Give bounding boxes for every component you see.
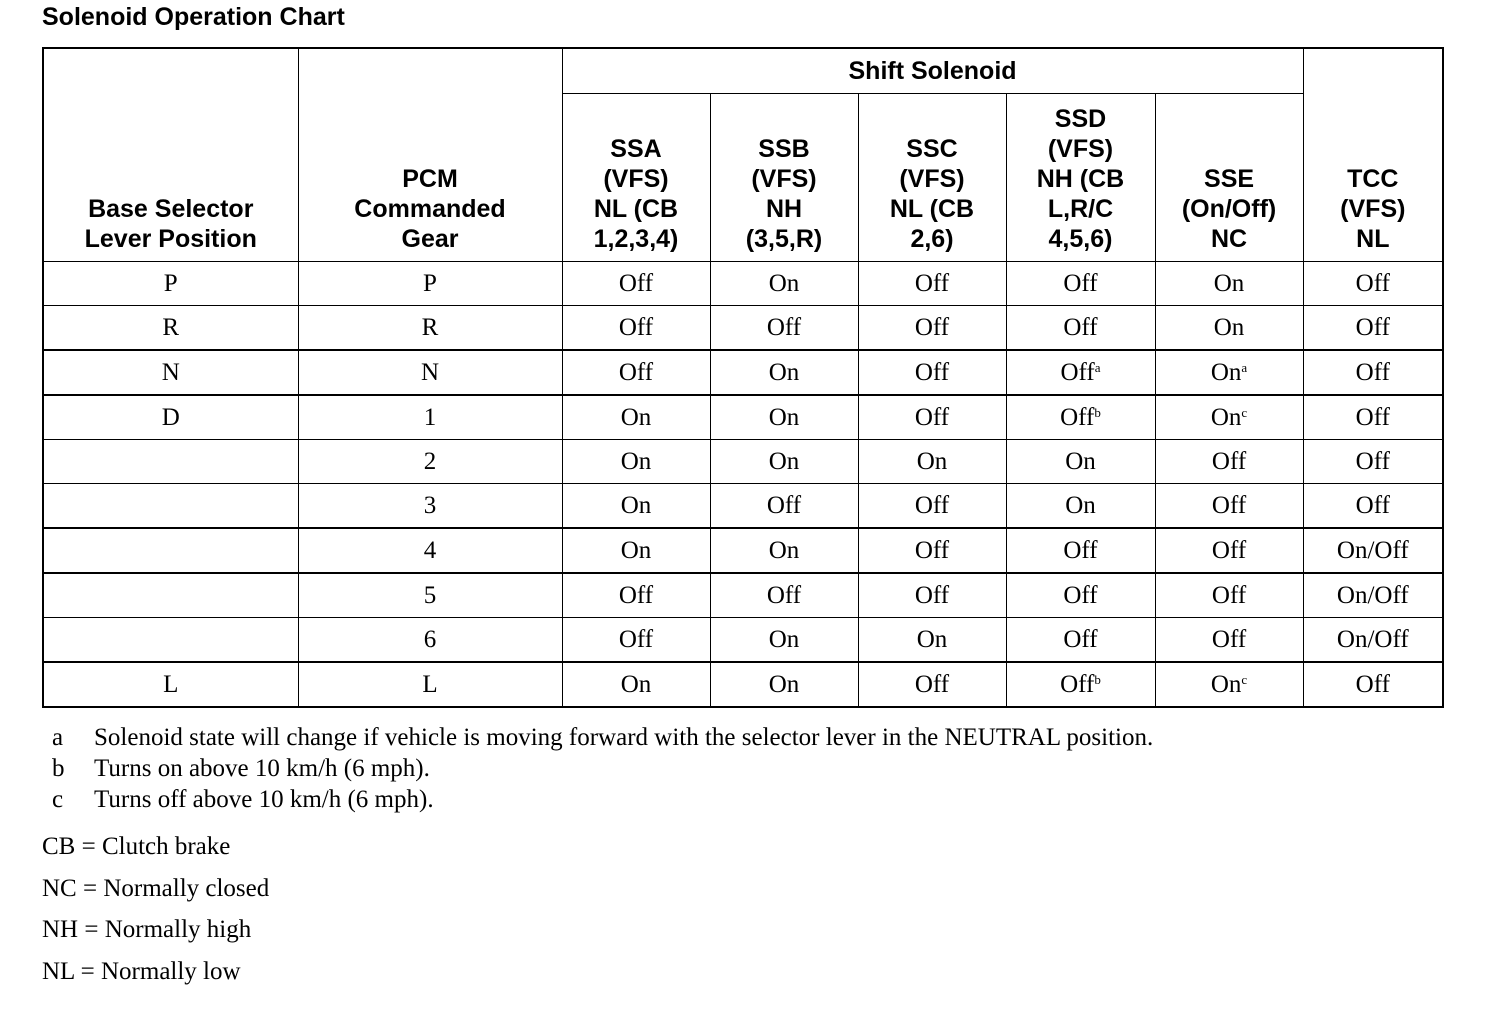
cell-value: Off — [1063, 536, 1098, 564]
tcc-cell — [1303, 395, 1443, 440]
ssd-cell — [1006, 573, 1155, 618]
ssa-cell — [562, 262, 710, 306]
ssc-cell — [858, 395, 1006, 440]
cell-value: 5 — [423, 581, 437, 609]
commanded-gear-cell — [298, 262, 562, 306]
header-line: Commanded — [354, 195, 506, 223]
ssa-cell — [562, 662, 710, 707]
header-ssa — [562, 94, 710, 262]
ssd-cell — [1006, 350, 1155, 395]
solenoid-operation-table — [42, 47, 1444, 708]
abbreviation-item: NC = Normally closed — [42, 874, 270, 902]
header-line: SSA — [610, 135, 662, 163]
ssd-cell — [1006, 662, 1155, 707]
cell-value: Off — [1211, 625, 1247, 653]
cell-value: L — [163, 670, 179, 698]
cell-value: On — [620, 403, 652, 431]
abbreviation-item: CB = Clutch brake — [42, 833, 231, 860]
footnote-item — [52, 753, 1153, 784]
footnote-marker: c — [1241, 404, 1248, 420]
ssb-cell — [710, 306, 858, 351]
cell-value: On — [1213, 313, 1245, 341]
cell-value: On — [768, 536, 800, 564]
cell-value: Off — [618, 313, 654, 341]
header-line: (VFS) — [1047, 135, 1114, 163]
cell-value: Off — [914, 670, 950, 698]
sse-cell — [1155, 262, 1303, 306]
ssc-cell — [858, 350, 1006, 395]
tcc-cell — [1303, 440, 1443, 484]
footnote-text: Turns off above 10 km/h (6 mph). — [94, 786, 434, 813]
ssa-cell — [562, 528, 710, 573]
header-shift-solenoid: Shift Solenoid — [562, 48, 1303, 94]
chart-title: Solenoid Operation Chart — [42, 3, 345, 31]
cell-value: Off — [766, 581, 802, 609]
header-ssc — [858, 94, 1006, 262]
footnote-key: a — [52, 724, 64, 751]
ssa-cell — [562, 618, 710, 663]
cell-value: On — [620, 536, 652, 564]
sse-cell — [1155, 395, 1303, 440]
cell-value: P — [423, 269, 437, 297]
ssb-cell — [710, 618, 858, 663]
ssd-cell — [1006, 618, 1155, 663]
ssd-cell — [1006, 306, 1155, 351]
ssa-cell — [562, 440, 710, 484]
tcc-cell — [1303, 306, 1443, 351]
sse-cell — [1155, 484, 1303, 529]
lever-position-cell — [43, 573, 298, 618]
cell-value: Off — [618, 358, 654, 386]
ssb-cell — [710, 262, 858, 306]
header-line: TCC — [1347, 165, 1399, 193]
header-pcm-gear — [298, 48, 562, 262]
ssb-cell — [710, 573, 858, 618]
lever-position-cell — [43, 395, 298, 440]
cell-value: 2 — [423, 447, 437, 475]
cell-value: Off — [1355, 491, 1390, 519]
ssb-cell — [710, 350, 858, 395]
sse-cell — [1155, 662, 1303, 707]
footnote-marker: a — [1241, 359, 1248, 375]
cell-value: Off — [618, 581, 654, 609]
cell-value: On/Off — [1336, 536, 1409, 564]
footnote-text: Turns on above 10 km/h (6 mph). — [94, 755, 430, 782]
table-row — [43, 306, 1443, 351]
header-line: (On/Off) — [1181, 195, 1277, 223]
cell-value: Off — [914, 491, 950, 519]
cell-value: On — [1213, 269, 1245, 297]
cell-value: On — [768, 358, 800, 386]
cell-value: Off — [914, 358, 950, 386]
cell-value: Off — [1060, 358, 1095, 386]
cell-value: Off — [1060, 403, 1095, 431]
cell-value: On — [620, 670, 652, 698]
ssb-cell — [710, 528, 858, 573]
header-line: (VFS) — [1340, 195, 1406, 223]
ssd-cell — [1006, 395, 1155, 440]
footnote-marker: c — [1241, 671, 1248, 687]
tcc-cell — [1303, 662, 1443, 707]
commanded-gear-cell — [298, 662, 562, 707]
cell-value: Off — [914, 581, 950, 609]
footnote-item — [52, 722, 1153, 753]
lever-position-cell — [43, 440, 298, 484]
table-row — [43, 350, 1443, 395]
sse-cell — [1155, 440, 1303, 484]
ssc-cell — [858, 440, 1006, 484]
lever-position-cell — [43, 618, 298, 663]
cell-value: Off — [766, 491, 802, 519]
ssb-cell — [710, 440, 858, 484]
ssa-cell — [562, 350, 710, 395]
tcc-cell — [1303, 350, 1443, 395]
commanded-gear-cell — [298, 440, 562, 484]
header-line: SSB — [758, 135, 810, 163]
header-line: NH — [765, 195, 803, 223]
lever-position-cell — [43, 350, 298, 395]
ssb-cell — [710, 662, 858, 707]
cell-value: On — [1210, 670, 1242, 698]
commanded-gear-cell — [298, 395, 562, 440]
header-line: PCM — [402, 165, 458, 193]
cell-value: Off — [1063, 581, 1098, 609]
cell-value: 3 — [423, 491, 437, 519]
cell-value: On — [1065, 491, 1096, 519]
cell-value: On — [1210, 403, 1242, 431]
ssd-cell — [1006, 484, 1155, 529]
lever-position-cell — [43, 528, 298, 573]
cell-value: Off — [618, 625, 654, 653]
table-body — [43, 262, 1443, 708]
footnotes — [52, 722, 1153, 815]
header-line: SSE — [1204, 165, 1255, 193]
ssa-cell — [562, 484, 710, 529]
table-row — [43, 528, 1443, 573]
sse-cell — [1155, 306, 1303, 351]
commanded-gear-cell — [298, 618, 562, 663]
table-row — [43, 440, 1443, 484]
tcc-cell — [1303, 618, 1443, 663]
cell-value: 6 — [423, 625, 437, 653]
table-row — [43, 395, 1443, 440]
sse-cell — [1155, 618, 1303, 663]
cell-value: Off — [914, 269, 950, 297]
cell-value: Off — [766, 313, 802, 341]
cell-value: On — [768, 403, 800, 431]
cell-value: On/Off — [1336, 625, 1409, 653]
cell-value: R — [162, 313, 180, 341]
cell-value: Off — [1355, 447, 1390, 475]
commanded-gear-cell — [298, 484, 562, 529]
cell-value: On — [768, 269, 800, 297]
ssd-cell — [1006, 528, 1155, 573]
commanded-gear-cell — [298, 306, 562, 351]
cell-value: Off — [1355, 269, 1390, 297]
header-line: NH (CB — [1036, 165, 1125, 193]
cell-value: On — [916, 625, 948, 653]
cell-value: R — [421, 313, 439, 341]
cell-value: Off — [1063, 313, 1098, 341]
ssa-cell — [562, 573, 710, 618]
cell-value: N — [161, 358, 180, 386]
header-line: NL (CB — [593, 195, 679, 223]
header-line: (3,5,R) — [745, 225, 823, 253]
cell-value: Off — [618, 269, 654, 297]
ssc-cell — [858, 573, 1006, 618]
cell-value: Off — [1063, 625, 1098, 653]
commanded-gear-cell — [298, 528, 562, 573]
footnote-key: b — [52, 755, 65, 782]
header-line: 1,2,3,4) — [593, 225, 679, 253]
footnote-key: c — [52, 786, 64, 813]
cell-value: Off — [1355, 313, 1390, 341]
abbreviation-item: NL = Normally low — [42, 958, 241, 986]
header-line: 4,5,6) — [1048, 225, 1113, 253]
lever-position-cell — [43, 306, 298, 351]
table-row — [43, 262, 1443, 306]
header-line: Lever Position — [84, 225, 257, 253]
cell-value: D — [161, 403, 180, 431]
commanded-gear-cell — [298, 350, 562, 395]
cell-value: Off — [1211, 536, 1247, 564]
footnote-marker: b — [1094, 671, 1101, 687]
header-tcc — [1303, 48, 1443, 262]
cell-value: Off — [1211, 491, 1247, 519]
ssc-cell — [858, 618, 1006, 663]
cell-value: On — [620, 447, 652, 475]
cell-value: On — [1210, 358, 1242, 386]
abbreviations — [42, 830, 269, 997]
cell-value: On — [768, 670, 800, 698]
tcc-cell — [1303, 262, 1443, 306]
header-ssd — [1006, 94, 1155, 262]
cell-value: L — [422, 670, 438, 698]
footnote-text: Solenoid state will change if vehicle is moving forward with the selector lever in the NEUTRAL position. — [94, 724, 1154, 751]
cell-value: Off — [1355, 403, 1390, 431]
header-line: (VFS) — [751, 165, 817, 193]
cell-value: On — [620, 491, 652, 519]
cell-value: N — [420, 358, 440, 386]
table-row — [43, 484, 1443, 529]
ssc-cell — [858, 662, 1006, 707]
cell-value: Off — [1355, 670, 1390, 698]
header-line: SSC — [906, 135, 958, 163]
ssd-cell — [1006, 262, 1155, 306]
header-line: NL (CB — [889, 195, 975, 223]
cell-value: Off — [1211, 581, 1247, 609]
header-lever-position — [43, 48, 298, 262]
cell-value: On/Off — [1336, 581, 1409, 609]
header-line: (VFS) — [899, 165, 965, 193]
sse-cell — [1155, 573, 1303, 618]
header-line: (VFS) — [603, 165, 669, 193]
cell-value: On — [916, 447, 948, 475]
header-line: SSD — [1054, 105, 1107, 133]
cell-value: On — [1065, 447, 1096, 475]
tcc-cell — [1303, 484, 1443, 529]
ssb-cell — [710, 484, 858, 529]
cell-value: Off — [914, 536, 950, 564]
cell-value: On — [768, 447, 800, 475]
footnote-item — [52, 784, 1153, 815]
cell-value: Off — [1063, 269, 1098, 297]
header-line: L,R/C — [1047, 195, 1114, 223]
header-line: NL — [1356, 225, 1390, 253]
sse-cell — [1155, 528, 1303, 573]
sse-cell — [1155, 350, 1303, 395]
ssc-cell — [858, 306, 1006, 351]
ssc-cell — [858, 262, 1006, 306]
header-line: NC — [1210, 225, 1248, 253]
lever-position-cell — [43, 662, 298, 707]
cell-value: Off — [1355, 358, 1390, 386]
table-row — [43, 662, 1443, 707]
header-ssb — [710, 94, 858, 262]
tcc-cell — [1303, 573, 1443, 618]
header-line: 2,6) — [910, 225, 954, 253]
ssc-cell — [858, 528, 1006, 573]
header-line: Gear — [401, 225, 459, 253]
footnote-marker: b — [1094, 404, 1101, 420]
cell-value: 4 — [423, 536, 437, 564]
header-line: Base Selector — [88, 195, 254, 223]
lever-position-cell — [43, 262, 298, 306]
header-sse — [1155, 94, 1303, 262]
cell-value: Off — [1211, 447, 1247, 475]
table-row — [43, 618, 1443, 663]
ssb-cell — [710, 395, 858, 440]
cell-value: Off — [914, 313, 950, 341]
footnote-marker: a — [1094, 359, 1101, 375]
cell-value: P — [163, 269, 178, 297]
commanded-gear-cell — [298, 573, 562, 618]
cell-value: Off — [1060, 670, 1095, 698]
lever-position-cell — [43, 484, 298, 529]
cell-value: On — [768, 625, 800, 653]
ssa-cell — [562, 306, 710, 351]
cell-value: 1 — [423, 403, 437, 431]
ssc-cell — [858, 484, 1006, 529]
abbreviation-item: NH = Normally high — [42, 916, 252, 944]
ssa-cell — [562, 395, 710, 440]
tcc-cell — [1303, 528, 1443, 573]
ssd-cell — [1006, 440, 1155, 484]
table-row — [43, 573, 1443, 618]
cell-value: Off — [914, 403, 950, 431]
